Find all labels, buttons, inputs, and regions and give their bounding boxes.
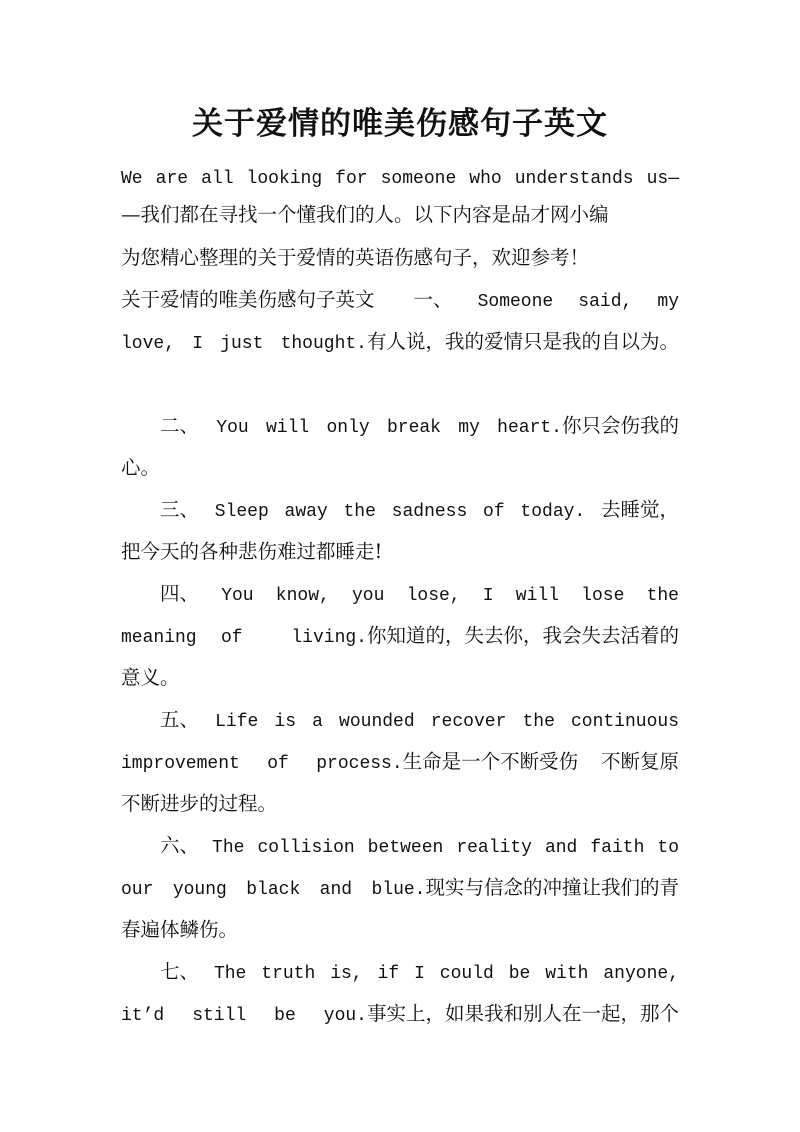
- text-line: 春遍体鳞伤。: [121, 918, 239, 941]
- text-line: 五、 Life is a wounded recover the continuous: [121, 708, 679, 732]
- text-line: our young black and blue.现实与信念的冲撞让我们的青: [121, 876, 679, 900]
- text-line: 意义。: [121, 666, 180, 689]
- text-line: love, I just thought.有人说，我的爱情只是我的自以为。: [121, 330, 679, 354]
- text-line: 不断进步的过程。: [121, 792, 278, 815]
- text-line: 为您精心整理的关于爱情的英语伤感句子，欢迎参考！: [121, 246, 590, 269]
- text-line: 三、 Sleep away the sadness of today. 去睡觉，: [121, 498, 679, 522]
- text-line: We are all looking for someone who understands us—: [121, 169, 679, 189]
- text-line: improvement of process.生命是一个不断受伤 不断复原: [121, 750, 679, 774]
- text-line: 七、 The truth is, if I could be with anyone,: [121, 960, 679, 984]
- text-line: 四、 You know, you lose, I will lose the: [121, 582, 679, 606]
- text-line: meaning of living.你知道的，失去你，我会失去活着的: [121, 624, 679, 648]
- text-line: 心。: [121, 456, 161, 479]
- text-line: 二、 You will only break my heart.你只会伤我的: [121, 414, 679, 438]
- text-line: 六、 The collision between reality and faith to: [121, 834, 679, 858]
- text-line: 关于爱情的唯美伤感句子英文 一、 Someone said, my: [121, 288, 679, 312]
- text-line: 把今天的各种悲伤难过都睡走!: [121, 540, 383, 563]
- document-title: 关于爱情的唯美伤感句子英文: [192, 106, 608, 142]
- text-line: —我们都在寻找一个懂我们的人。以下内容是品才网小编: [121, 203, 609, 226]
- text-line: it’d still be you.事实上，如果我和别人在一起，那个: [121, 1002, 679, 1026]
